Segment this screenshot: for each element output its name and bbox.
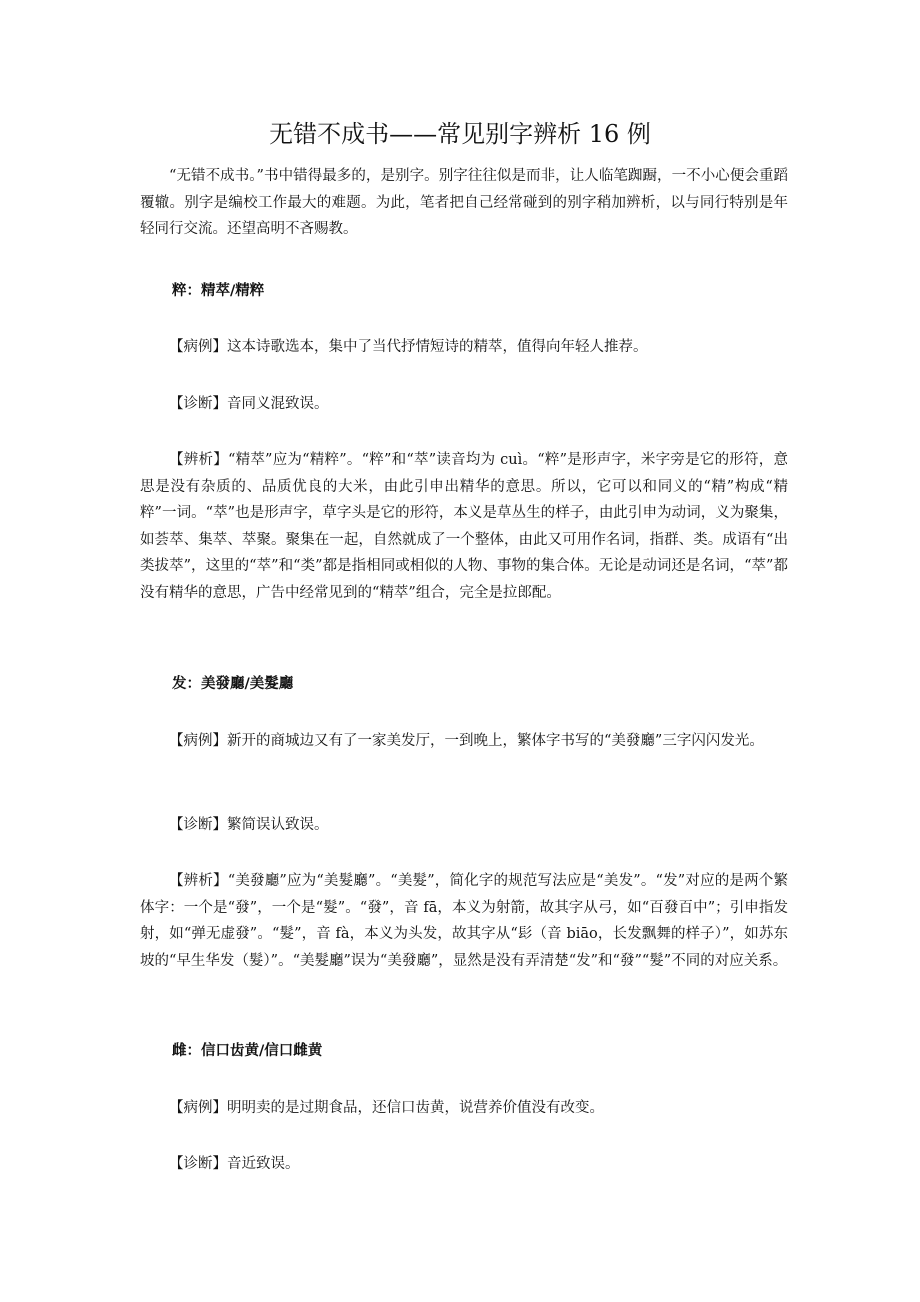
diagnosis-tag: 【诊断】 — [169, 817, 227, 833]
document-title: 无错不成书——常见别字辨析 16 例 — [269, 120, 651, 148]
diagnosis-tag: 【诊断】 — [169, 1156, 227, 1172]
example-paragraph — [140, 1095, 788, 1122]
diagnosis-paragraph — [140, 1151, 788, 1178]
diagnosis-paragraph — [140, 391, 788, 418]
example-paragraph — [140, 728, 788, 755]
section-heading: 粹：精萃/精粹 — [172, 283, 265, 299]
example-text: 明明卖的是过期食品，还信口齿黄，说营养价值没有改变。 — [227, 1100, 604, 1116]
example-tag: 【病例】 — [169, 339, 227, 355]
section-heading: 发：美發廳/美髮廳 — [172, 676, 294, 692]
example-text: 这本诗歌选本，集中了当代抒情短诗的精萃，值得向年轻人推荐。 — [227, 339, 648, 355]
example-tag: 【病例】 — [169, 1100, 227, 1116]
example-paragraph — [140, 334, 788, 361]
diagnosis-text: 繁简误认致误。 — [227, 817, 329, 833]
analysis-text: “美發廳”应为“美髮廳”。“美髮”，简化字的规范写法应是“美发”。“发”对应的是两个繁体字：一个是“發”，一个是“髮”。“發”，音 fā，本义为射箭，故其字从弓，如“百發百中”；引申指发射，如“弹无虚發”。“髮”，音 fà，本义为头发，故其字从“髟（音 biāo，长发飘舞的样子）”，如苏东坡的“早生华发（髮）”。“美髮廳”误为“美發廳”，显然是没有弄清楚“发”和“發”“髮”不同的对应关系。 — [140, 873, 788, 969]
example-text: 新开的商城边又有了一家美发厅，一到晚上，繁体字书写的“美發廳”三字闪闪发光。 — [227, 733, 764, 749]
intro-paragraph: “无错不成书。”书中错得最多的，是别字。别字往往似是而非，让人临笔踟蹰，一不小心便会重蹈覆辙。别字是编校工作最大的难题。为此，笔者把自己经常碰到的别字稍加辨析，以与同行特别是年轻同行交流。还望高明不吝赐教。 — [140, 168, 788, 237]
diagnosis-tag: 【诊断】 — [169, 396, 227, 412]
analysis-tag: 【辨析】 — [169, 452, 228, 468]
diagnosis-text: 音同义混致误。 — [227, 396, 329, 412]
analysis-tag: 【辨析】 — [169, 873, 228, 889]
analysis-paragraph — [140, 447, 788, 606]
analysis-text: “精萃”应为“精粹”。“粹”和“萃”读音均为 cuì。“粹”是形声字，米字旁是它的形符，意思是没有杂质的、品质优良的大米，由此引申出精华的意思。所以，它可以和同义的“精”构成“精粹”一词。“萃”也是形声字，草字头是它的形符，本义是草丛生的样子，由此引申为动词，义为聚集，如荟萃、集萃、萃聚。聚集在一起，自然就成了一个整体，由此又可用作名词，指群、类。成语有“出类拔萃”，这里的“萃”和“类”都是指相同或相似的人物、事物的集合体。无论是动词还是名词，“萃”都没有精华的意思，广告中经常见到的“精萃”组合，完全是拉郎配。 — [140, 452, 788, 601]
section-heading: 雌：信口齿黄/信口雌黄 — [172, 1043, 323, 1059]
example-tag: 【病例】 — [169, 733, 227, 749]
diagnosis-paragraph — [140, 812, 788, 839]
analysis-paragraph — [140, 868, 788, 974]
diagnosis-text: 音近致误。 — [227, 1156, 300, 1172]
